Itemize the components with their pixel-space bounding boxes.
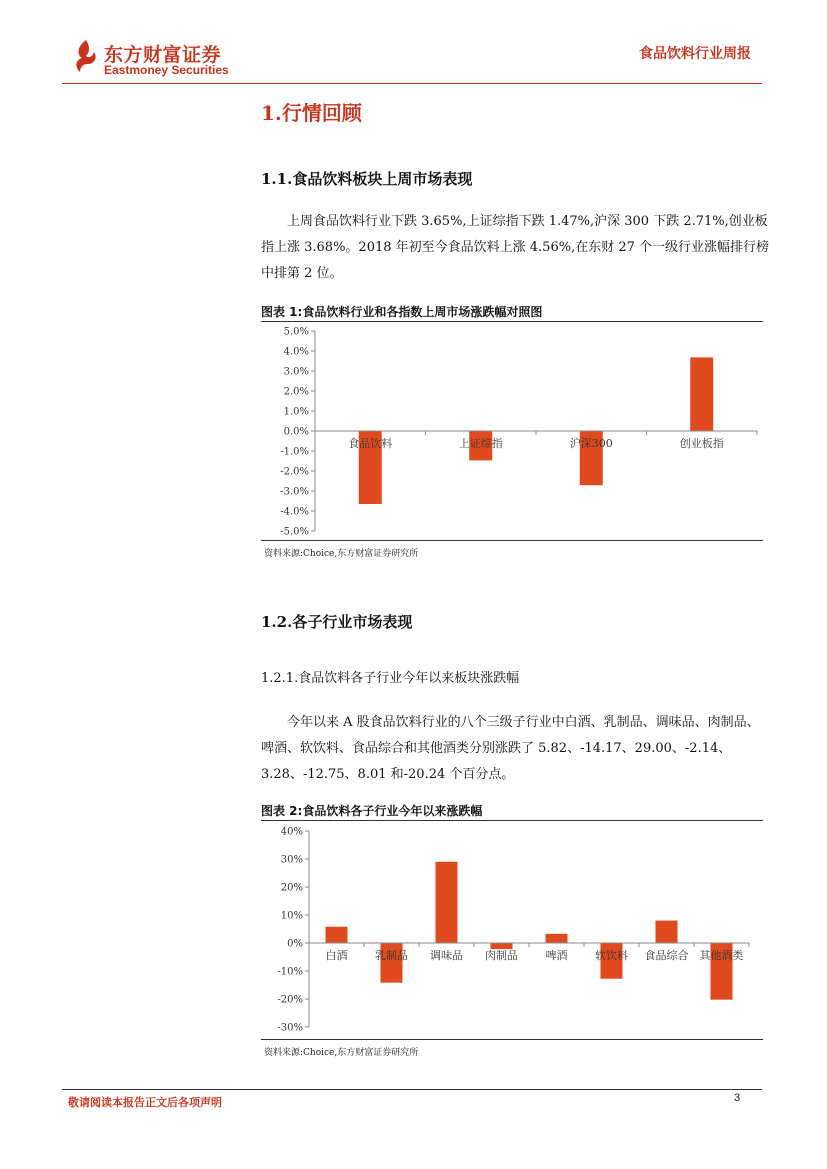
paragraph: 上周食品饮料行业下跌 3.65%,上证综指下跌 1.47%,沪深 300 下跌 2.71%,创业板指上涨 3.68%。2018 年初至今食品饮料上涨 4.56%,在东财 27 个一级行业涨幅排行榜中排第 2 位。 xyxy=(261,214,770,281)
y-tick-label: -4.0% xyxy=(280,506,309,518)
x-tick-label: 调味品 xyxy=(430,949,463,962)
y-tick-label: -30% xyxy=(277,1022,303,1034)
y-tick-label: 30% xyxy=(280,854,303,866)
x-tick-label: 白酒 xyxy=(325,949,348,962)
report-type: 食品饮料行业周报 xyxy=(639,46,751,62)
y-tick-label: 1.0% xyxy=(283,406,309,418)
brand-logo-icon xyxy=(70,38,102,74)
x-tick-label: 上证综指 xyxy=(458,437,503,450)
x-tick-label: 其他酒类 xyxy=(699,949,744,962)
x-tick-label: 啤酒 xyxy=(545,949,568,962)
figure-source: 资料来源:Choice,东方财富证券研究所 xyxy=(264,549,419,559)
x-tick-label: 乳制品 xyxy=(375,949,408,962)
header-divider xyxy=(62,83,762,84)
page-number: 3 xyxy=(734,1092,741,1104)
y-tick-label: 10% xyxy=(280,910,303,922)
y-tick-label: -20% xyxy=(277,994,303,1006)
figure-title: 图表 2:食品饮料各子行业今年以来涨跌幅 xyxy=(261,804,483,818)
y-tick-label: 5.0% xyxy=(283,326,309,338)
y-tick-label: -2.0% xyxy=(280,466,309,478)
subsubsection-title: 1.2.1.食品饮料各子行业今年以来板块涨跌幅 xyxy=(261,671,520,686)
x-tick-label: 肉制品 xyxy=(485,949,518,962)
y-tick-label: 0% xyxy=(287,938,303,950)
y-tick-label: -5.0% xyxy=(280,526,309,538)
bar xyxy=(656,921,678,943)
x-tick-label: 沪深300 xyxy=(569,437,613,450)
footer-divider xyxy=(62,1089,762,1090)
section-title: 1.行情回顾 xyxy=(261,101,362,125)
y-tick-label: 0.0% xyxy=(283,426,309,438)
subsection-title: 1.1.食品饮料板块上周市场表现 xyxy=(261,170,473,188)
chart-subsector-ytd xyxy=(261,821,763,1039)
y-tick-label: -10% xyxy=(277,966,303,978)
x-tick-label: 创业板指 xyxy=(679,437,724,450)
figure-bottom-rule xyxy=(261,1039,763,1040)
x-tick-label: 食品饮料 xyxy=(348,437,393,450)
footer-disclaimer: 敬请阅读本报告正文后各项声明 xyxy=(68,1096,222,1109)
bar xyxy=(546,934,568,943)
chart-weekly-performance xyxy=(261,322,763,540)
y-tick-label: 4.0% xyxy=(283,346,309,358)
figure-source: 资料来源:Choice,东方财富证券研究所 xyxy=(264,1048,419,1058)
x-tick-label: 食品综合 xyxy=(644,949,689,962)
y-tick-label: -1.0% xyxy=(280,446,309,458)
figure-title: 图表 1:食品饮料行业和各指数上周市场涨跌幅对照图 xyxy=(261,305,543,319)
y-tick-label: 20% xyxy=(280,882,303,894)
y-tick-label: -3.0% xyxy=(280,486,309,498)
figure-bottom-rule xyxy=(261,540,763,541)
x-tick-label: 软饮料 xyxy=(595,949,628,962)
paragraph: 今年以来 A 股食品饮料行业的八个三级子行业中白酒、乳制品、调味品、肉制品、啤酒、软饮料、食品综合和其他酒类分别涨跌了 5.82、-14.17、29.00、-2.14、3.28、-12.75、8.01 和-20.24 个百分点。 xyxy=(261,715,760,782)
bar xyxy=(326,927,348,943)
brand-name: 东方财富证券 xyxy=(104,44,222,66)
brand-name-en: Eastmoney Securities xyxy=(104,63,229,77)
bar xyxy=(690,357,713,431)
bar xyxy=(436,862,458,943)
y-tick-label: 2.0% xyxy=(283,386,309,398)
subsection-title: 1.2.各子行业市场表现 xyxy=(261,613,413,631)
y-tick-label: 3.0% xyxy=(283,366,309,378)
y-tick-label: 40% xyxy=(280,826,303,838)
